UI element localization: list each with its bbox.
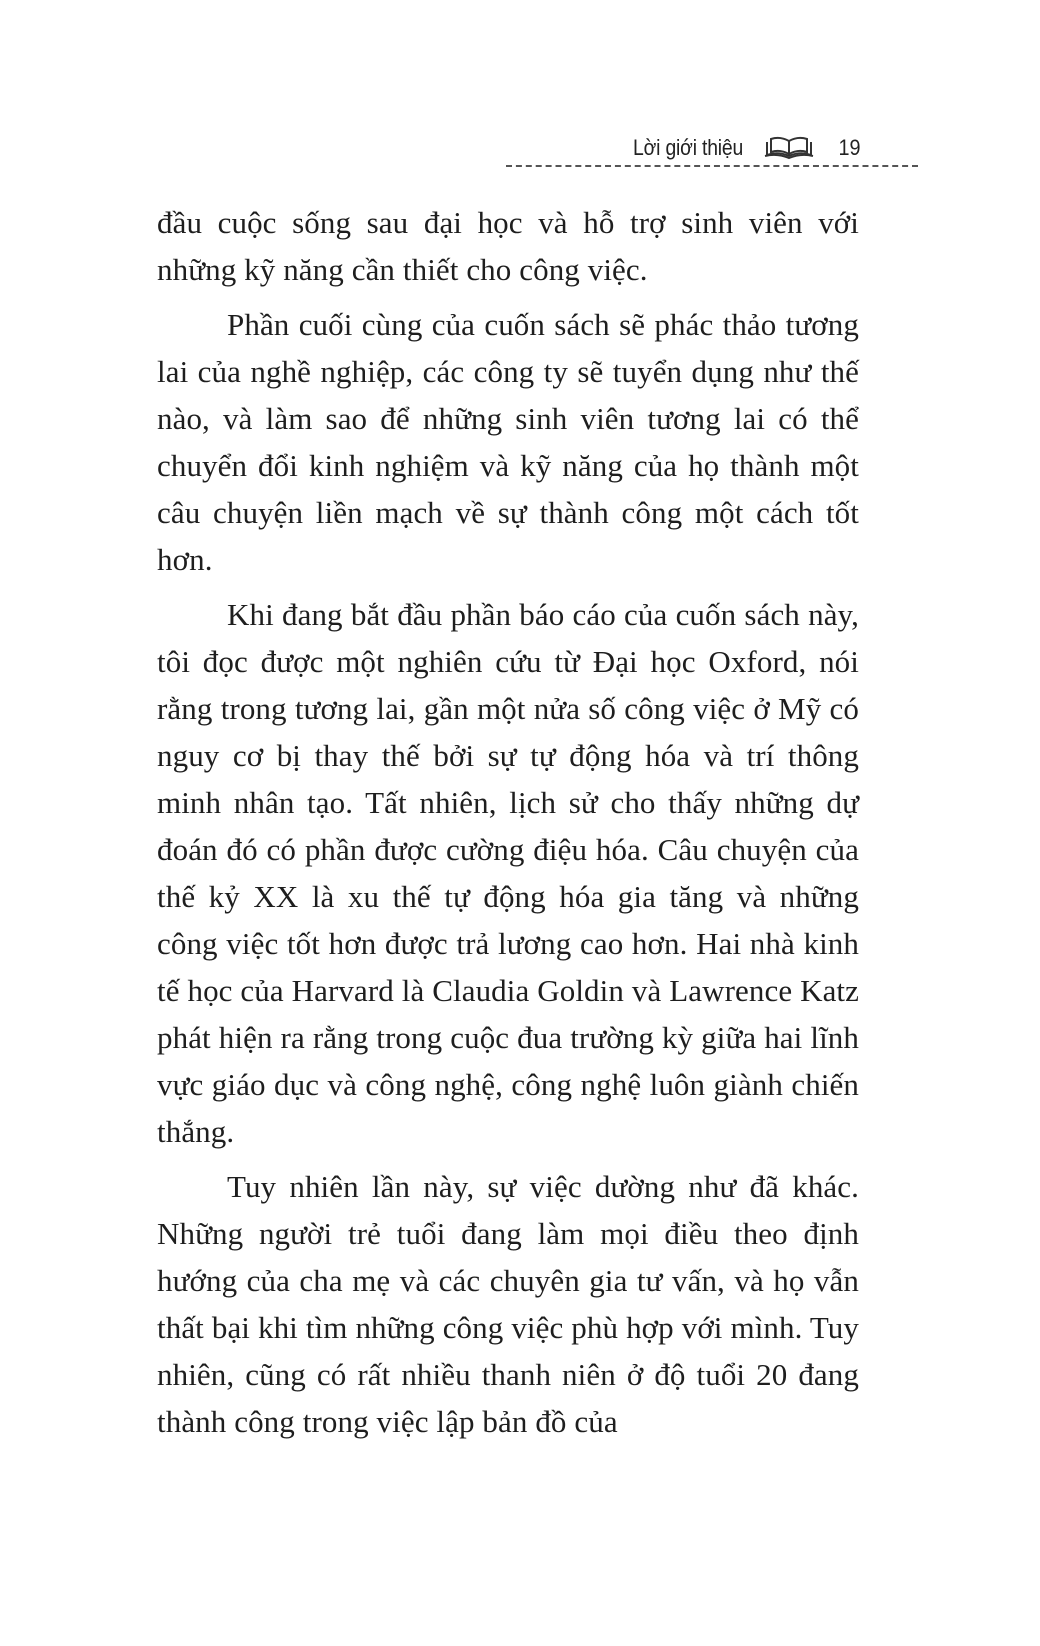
running-header: [505, 128, 920, 168]
paragraph-4: Tuy nhiên lần này, sự việc dường như đã khác. Những người trẻ tuổi đang làm mọi điều theo định hướng của cha mẹ và các chuyên gia tư vấn, và họ vẫn thất bại khi tìm những công việc phù hợp với mình. Tuy nhiên, cũng có rất nhiều thanh niên ở độ tuổi 20 đang thành công trong việc lập bản đồ của: [157, 1169, 859, 1439]
open-book-icon: [764, 136, 814, 160]
paragraph-3: Khi đang bắt đầu phần báo cáo của cuốn sách này, tôi đọc được một nghiên cứu từ Đại học Oxford, nói rằng trong tương lai, gần một nửa số công việc ở Mỹ có nguy cơ bị thay thế bởi sự tự động hóa và trí thông minh nhân tạo. Tất nhiên, lịch sử cho thấy những dự đoán đó có phần được cường điệu hóa. Câu chuyện của thế kỷ XX là xu thế tự động hóa gia tăng và những công việc tốt hơn được trả lương cao hơn. Hai nhà kinh tế học của Harvard là Claudia Goldin và Lawrence Katz phát hiện ra rằng trong cuộc đua trường kỳ giữa hai lĩnh vực giáo dục và công nghệ, công nghệ luôn giành chiến thắng.: [157, 597, 859, 1149]
paragraph-2: Phần cuối cùng của cuốn sách sẽ phác thảo tương lai của nghề nghiệp, các công ty sẽ tuyển dụng như thế nào, và làm sao để những sinh viên tương lai có thể chuyển đổi kinh nghiệm và kỹ năng của họ thành một câu chuyện liền mạch về sự thành công một cách tốt hơn.: [157, 307, 859, 577]
page-number: 19: [837, 135, 860, 160]
header-dashed-rule: [506, 165, 918, 167]
paragraph-1: đầu cuộc sống sau đại học và hỗ trợ sinh viên với những kỹ năng cần thiết cho công việc.: [157, 205, 859, 287]
chapter-title: Lời giới thiệu: [633, 135, 744, 160]
body-text: [157, 199, 859, 1453]
